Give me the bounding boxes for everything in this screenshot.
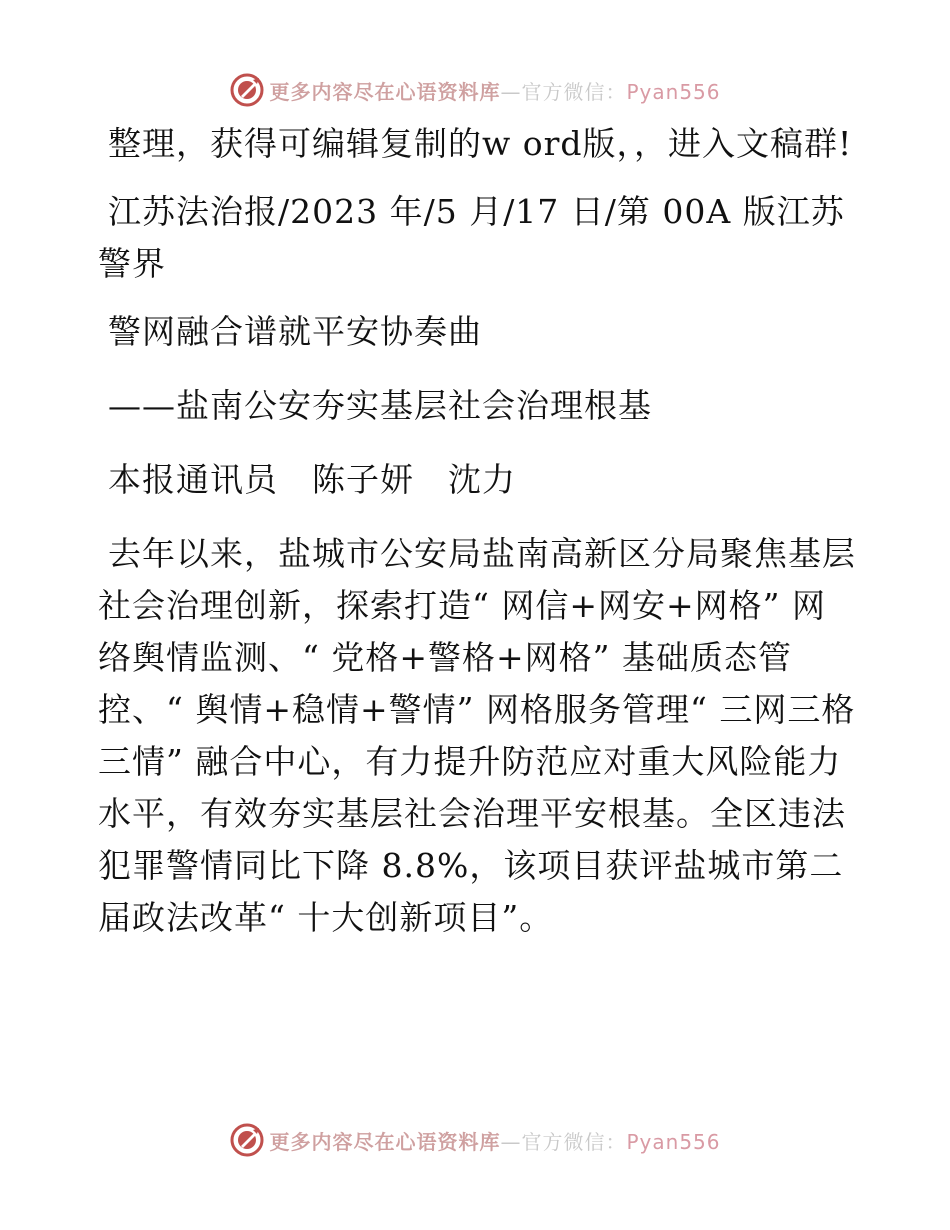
watermark-text: [269, 76, 720, 105]
watermark-label: 官方微信：: [521, 1129, 627, 1154]
document-body: [98, 118, 858, 960]
intro-line: 整理，获得可编辑复制的w ord版，，进入文稿群!: [108, 124, 853, 163]
logo-icon: [229, 72, 265, 108]
byline: 本报通讯员 陈子妍 沈力: [108, 460, 516, 499]
watermark-dash: —: [500, 1129, 522, 1154]
logo-icon: [229, 1122, 265, 1158]
source-line: 江苏法治报/2023 年/5 月/17 日/第 00A 版江苏警界: [98, 192, 845, 283]
watermark-text: [269, 1126, 720, 1155]
watermark-wechat-id: Pyan556: [626, 79, 721, 104]
watermark-wechat-id: Pyan556: [626, 1129, 721, 1154]
watermark-label: 官方微信：: [521, 79, 627, 104]
body-paragraph: 去年以来，盐城市公安局盐南高新区分局聚焦基层社会治理创新，探索打造“ 网信+网安+网格” 网络舆情监测、“ 党格+警格+网格” 基础质态管控、“ 舆情+稳情+警情” 网格服务管理“ 三网三格三情” 融合中心，有力提升防范应对重大风险能力水平，有效夯实基层社会治理平安根基。全区违法犯罪警情同比下降 8.8%，该项目获评盐城市第二届政法改革“ 十大创新项目”。: [98, 534, 856, 937]
watermark-title: 更多内容尽在心语资料库: [269, 79, 501, 104]
watermark-dash: —: [500, 79, 522, 104]
article-title: 警网融合谱就平安协奏曲: [108, 312, 482, 351]
header-watermark: [0, 70, 950, 110]
watermark-title: 更多内容尽在心语资料库: [269, 1129, 501, 1154]
article-subtitle: ——盐南公安夯实基层社会治理根基: [108, 386, 652, 425]
footer-watermark: [0, 1120, 950, 1160]
